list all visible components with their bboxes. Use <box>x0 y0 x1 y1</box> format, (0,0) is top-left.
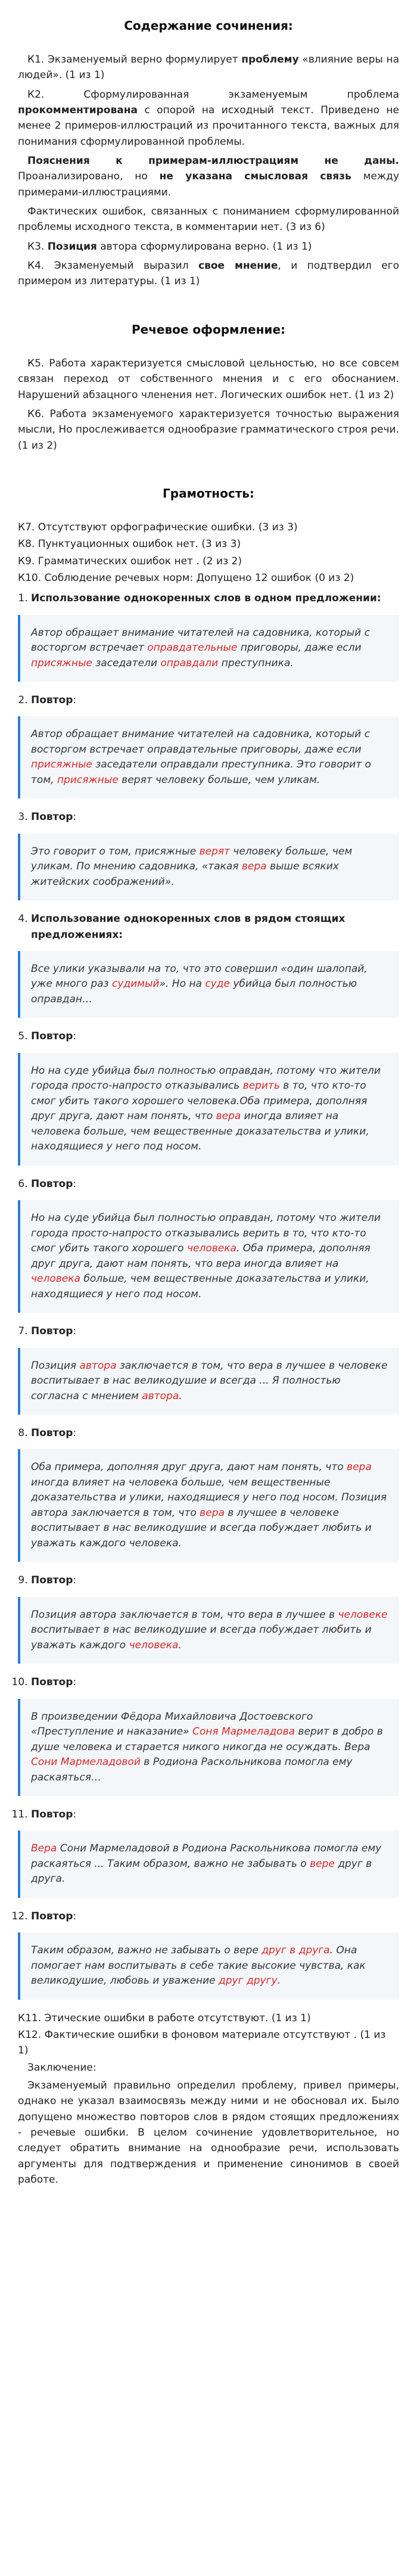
text-run: К1. Экзаменуемый верно формулирует <box>27 54 242 66</box>
text-run: с опорой на исходный текст. Приведено не менее 2 примеров-иллюстраций из прочитанного текста, важных для понимания сформулированной проблемы. <box>18 104 399 148</box>
text-run: Фактических ошибок, связанных с пониманием сформулированной проблемы исходного текста, в комментарии нет. (3 из 6) <box>18 206 399 234</box>
criterion-k10: К10. Соблюдение речевых норм: Допущено 12 ошибок (0 из 2) <box>18 571 354 584</box>
text-run: ». Но на <box>159 978 206 990</box>
highlighted-word: друг другу <box>219 1975 278 1987</box>
highlighted-word: оправдательные <box>147 642 238 654</box>
speech-error-item <box>31 591 399 682</box>
text-run: «влияние веры на людей». (1 из 1) <box>18 54 399 82</box>
colon: : <box>73 1676 77 1689</box>
highlighted-word: суде <box>205 978 230 990</box>
text-run: проблему <box>241 54 299 66</box>
highlighted-word: присяжные <box>31 759 92 771</box>
speech-error-item <box>31 1176 399 1313</box>
text-run: К6. Работа экзаменуемого характеризуется точностью выражения мысли, Но прослеживается однообразие грамматического строя речи. (1 из 2) <box>18 408 399 452</box>
criterion-k12: К12. Фактические ошибки в фоновом материале отсутствуют . (1 из 1) <box>18 2029 386 2057</box>
error-type-label: Использование однокоренных слов в одном предложении: <box>31 592 381 605</box>
error-type-label: Повтор <box>31 1325 73 1338</box>
colon: : <box>73 1427 77 1439</box>
highlighted-word: присяжные <box>31 657 92 669</box>
highlighted-word: судимый <box>111 978 160 990</box>
highlighted-word: оправдали <box>160 657 219 669</box>
quoted-fragment <box>18 1699 399 1797</box>
highlighted-word: присяжные <box>57 773 119 786</box>
text-run: Автор обращает внимание читателей на садовника, который с восторгом встречает оправдательные приговоры, даже если <box>31 728 370 756</box>
text-run: свое мнение <box>198 260 278 272</box>
speech-paragraph <box>18 356 399 403</box>
criterion-k11: К11. Этические ошибки в работе отсутствуют. (1 из 1) <box>18 2012 311 2024</box>
text-run: Сони Мармеладовой в Родиона Раскольникова помогла ему раскаяться ... Таким образом, важно не забывать о <box>31 1842 382 1870</box>
quoted-fragment <box>18 716 399 798</box>
text-run: Это говорит о том, присяжные <box>31 845 200 857</box>
text-run: больше, чем вещественные доказательства и улики, находящиеся у него под носом. <box>31 1273 369 1300</box>
speech-section-title: Речевое оформление: <box>131 322 286 337</box>
colon: : <box>73 811 77 824</box>
colon: : <box>73 1910 77 1922</box>
text-run: не указана смысловая связь <box>159 170 351 183</box>
colon: : <box>73 1809 77 1821</box>
highlighted-word: вера <box>347 1461 372 1474</box>
highlighted-word: человека <box>129 1639 179 1651</box>
text-run: К2. Сформулированная экзаменуемым проблема <box>27 88 399 101</box>
error-type-label: Повтор <box>31 1030 73 1043</box>
content-paragraph <box>18 239 399 254</box>
highlighted-word: Вера <box>31 1842 57 1855</box>
highlighted-word: человека <box>186 1242 236 1255</box>
content-section-title: Содержание сочинения: <box>124 18 293 33</box>
colon: : <box>73 1030 77 1043</box>
highlighted-word: человека <box>31 1273 80 1285</box>
text-run: верит в добро в душе человека и старается никого никогда не осуждать. Вера <box>31 1726 383 1753</box>
text-run: К5. Работа характеризуется смысловой цельностью, но все совсем связан переход от собственного мнения и с его обоснанием. Нарушений абзацного членения нет. Логических ошибок нет. (1 из 2) <box>18 357 399 401</box>
quoted-fragment <box>18 1932 399 2000</box>
text-run: иногда влияет на человека больше, чем вещественные доказательства и улики, находящиеся у него под носом. <box>31 1110 369 1153</box>
text-run: . Она помогает нам воспитывать в себе такие высокие чувства, как великодушие, любовь и уважение <box>31 1944 366 1987</box>
quoted-fragment <box>18 834 399 901</box>
text-run: . <box>277 1975 281 1987</box>
speech-error-item <box>31 1674 399 1796</box>
text-run: Позиция <box>47 240 97 253</box>
text-run: Но на суде убийца был полностью оправдан, потому что жители города просто-напросто отказывались <box>31 1064 381 1092</box>
literacy-section-title: Грамотность: <box>163 486 254 501</box>
text-run: убийца был полностью оправдан… <box>31 978 357 1005</box>
text-run: воспитывает в нас великодушие и всегда побуждает любить и уважать каждого <box>31 1624 372 1651</box>
highlighted-word: верить <box>242 1080 280 1092</box>
text-run: Оба примера, дополняя друг друга, дают нам понять, что <box>31 1461 347 1474</box>
quoted-fragment <box>18 1831 399 1898</box>
text-run: К3. <box>27 240 48 253</box>
content-section <box>18 52 399 290</box>
error-type-label: Повтор <box>31 1676 73 1689</box>
highlighted-word: автора <box>79 1359 117 1372</box>
text-run: Но на суде убийца был полностью оправдан, потому что жители города просто-напросто отказывались верить в то, что кто-то смог убить такого хорошего <box>31 1212 381 1255</box>
text-run: заключается в том, что вера в лучшее в человеке воспитывает в нас великодушие и всегда ... Я полностью согласна с мнением <box>31 1359 388 1402</box>
text-run: Позиция автора заключается в том, что вера в лучшее в <box>31 1608 338 1621</box>
speech-error-item <box>31 1425 399 1562</box>
content-paragraph <box>18 87 399 150</box>
criterion-k9: К9. Грамматических ошибок нет . (2 из 2) <box>18 555 242 567</box>
conclusion <box>18 2060 399 2188</box>
error-type-label: Повтор <box>31 811 73 824</box>
speech-section <box>18 356 399 453</box>
highlighted-word: вера <box>241 860 267 873</box>
quoted-fragment <box>18 1053 399 1166</box>
text-run: выше всяких житейских соображений». <box>31 860 339 888</box>
text-run: . <box>179 1390 182 1402</box>
text-run: Автор обращает внимание читателей на садовника, который с восторгом встречает <box>31 626 370 654</box>
text-run: прокомментирована <box>18 104 138 117</box>
highlighted-word: друг в друга <box>262 1944 330 1957</box>
text-run: в Родиона Раскольникова помогла ему раскаяться… <box>31 1756 353 1783</box>
content-paragraph <box>18 153 399 200</box>
highlighted-word: вера <box>216 1110 241 1123</box>
text-run: человеку больше, чем уликам. По мнению садовника, «такая <box>31 845 353 873</box>
colon: : <box>73 1574 77 1587</box>
text-run: друг в друга. <box>31 1857 372 1885</box>
highlighted-word: Соня Мармеладова <box>192 1726 295 1738</box>
content-paragraph <box>18 204 399 235</box>
error-type-label: Повтор <box>31 1427 73 1439</box>
criterion-k8: К8. Пунктуационных ошибок нет. (3 из 3) <box>18 538 241 551</box>
final-criteria <box>18 2011 399 2059</box>
text-run: К4. Экзаменуемый выразил <box>27 260 198 272</box>
text-run: между примерами-иллюстрациями. <box>18 170 399 198</box>
speech-error-item <box>31 1807 399 1898</box>
speech-error-item <box>31 692 399 798</box>
speech-error-item <box>31 1573 399 1664</box>
text-run: . <box>178 1639 182 1651</box>
error-type-label: Повтор <box>31 1177 73 1190</box>
quoted-fragment <box>18 951 399 1018</box>
colon: : <box>73 1325 77 1338</box>
colon: : <box>73 1177 77 1190</box>
content-paragraph <box>18 52 399 83</box>
text-run: в то, что кто-то смог убить такого хорошего человека.Оба примера, дополняя друг друга, дают нам понять, что <box>31 1080 368 1123</box>
quoted-fragment <box>18 615 399 682</box>
speech-error-item <box>31 1028 399 1165</box>
literacy-section <box>18 520 399 586</box>
text-run: Проанализировано, но <box>18 170 160 183</box>
text-run: иногда влияет на человека больше, чем вещественные доказательства и улики, находящиеся у него под носом. Позиция автора заключается в том, что <box>31 1476 387 1519</box>
highlighted-word: вера <box>200 1506 225 1519</box>
text-run: . Оба примера, дополняя друг друга, дают нам понять, что вера иногда влияет на <box>31 1242 371 1270</box>
highlighted-word: вере <box>310 1857 335 1870</box>
highlighted-word: верят <box>199 845 230 857</box>
text-run: приговоры, даже если <box>237 642 362 654</box>
text-run: В произведении Фёдора Михайловича Достоевского «Преступление и наказание» <box>31 1710 313 1738</box>
text-run: Все улики указывали на то, что это совершил «один шалопай, уже много раз <box>31 962 368 990</box>
text-run: Позиция <box>31 1359 80 1372</box>
highlighted-word: Сони Мармеладовой <box>31 1756 141 1769</box>
text-run: заседатели <box>92 657 161 669</box>
criterion-k7: К7. Отсутствуют орфографические ошибки. (3 из 3) <box>18 521 298 533</box>
text-run: преступника. <box>218 657 294 669</box>
essay-review <box>18 0 399 2208</box>
text-run: автора сформулирована верно. (1 из 1) <box>97 240 312 253</box>
error-type-label: Использование однокоренных слов в рядом стоящих предложениях: <box>31 913 346 941</box>
content-paragraph <box>18 258 399 290</box>
conclusion-label: Заключение: <box>27 2061 97 2074</box>
text-run: , и подтвердил его примером из литературы. (1 из 1) <box>18 260 399 288</box>
text-run: в лучшее в человеке воспитывает в нас великодушие и всегда побуждает любить и уважать каждого человека. <box>31 1506 372 1549</box>
error-type-label: Повтор <box>31 1574 73 1587</box>
speech-paragraph <box>18 406 399 453</box>
speech-error-item <box>31 1909 399 2000</box>
quoted-fragment <box>18 1200 399 1313</box>
conclusion-text: Экзаменуемый правильно определил проблему, привел примеры, однако не указал взаимосвязь между ними и не обосновал их. Было допущено множество повторов слов в рядом стоящих предложениях - речевые ошибки. В целом сочинение удовлетворительное, но следует обратить внимание на однообразие речи, использовать аргументы для подтверждения и применение синонимов в своей работе. <box>18 2080 399 2186</box>
quoted-fragment <box>18 1597 399 1664</box>
text-run: заседатели оправдали преступника. Это говорит о том, <box>31 759 371 786</box>
speech-error-item <box>31 911 399 1018</box>
text-run: Пояснения к примерам-иллюстрациям не даны. <box>27 155 399 167</box>
quoted-fragment <box>18 1348 399 1415</box>
text-run: верят человеку больше, чем уликам. <box>118 773 320 786</box>
error-type-label: Повтор <box>31 694 73 707</box>
text-run: Таким образом, важно не забывать о вере <box>31 1944 262 1957</box>
highlighted-word: человеке <box>338 1608 388 1621</box>
speech-error-item <box>31 809 399 900</box>
speech-error-item <box>31 1323 399 1415</box>
error-type-label: Повтор <box>31 1910 73 1922</box>
highlighted-word: автора <box>142 1390 179 1402</box>
speech-error-list <box>18 591 399 1999</box>
error-type-label: Повтор <box>31 1809 73 1821</box>
quoted-fragment <box>18 1449 399 1562</box>
colon: : <box>73 694 77 707</box>
